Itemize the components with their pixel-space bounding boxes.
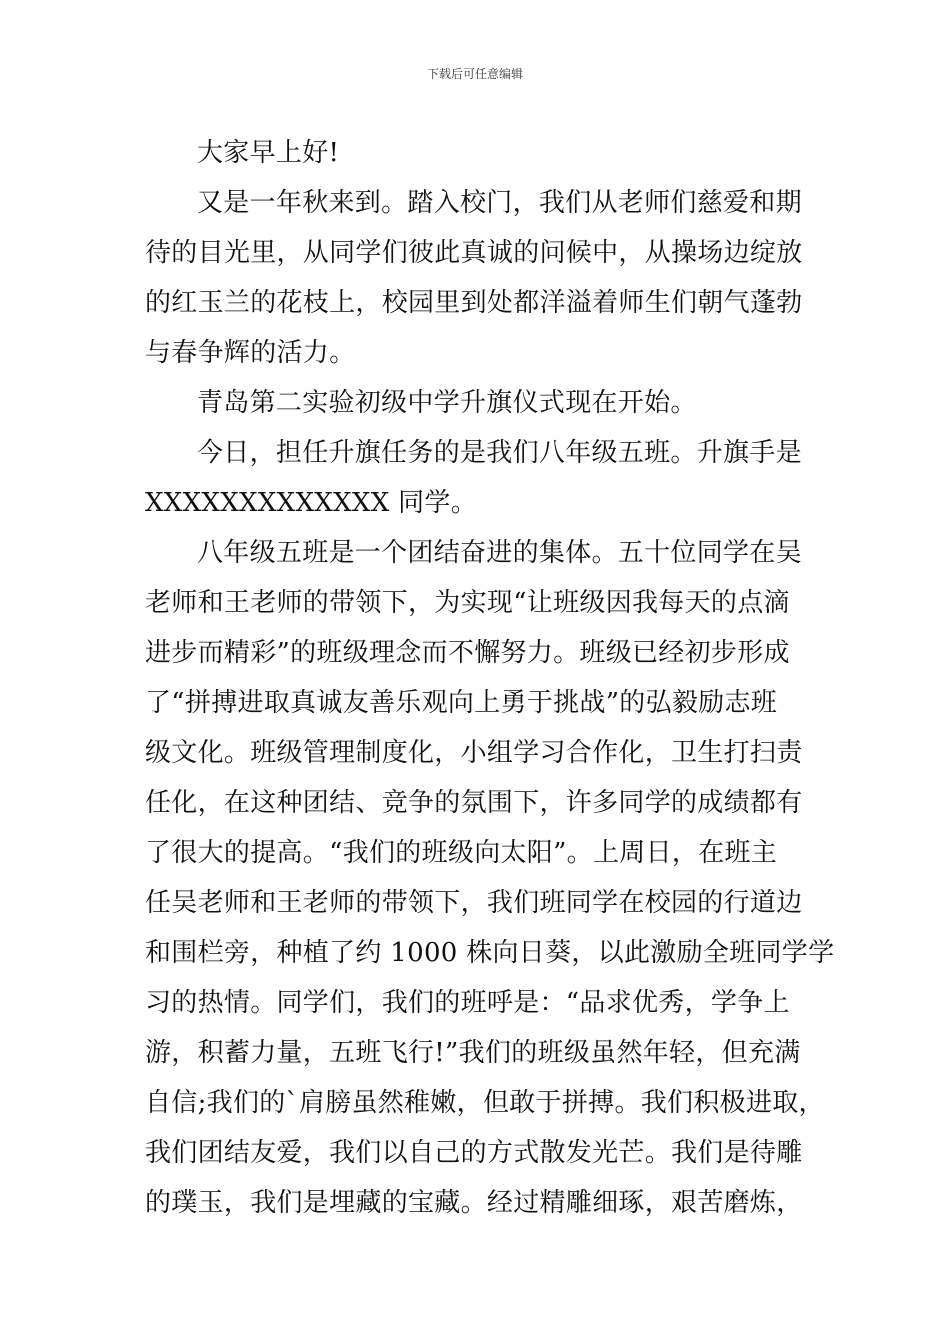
- text-line: 我们团结友爱，我们以自己的方式散发光芒。我们是待雕: [145, 1138, 803, 1168]
- text-line: 青岛第二实验初级中学升旗仪式现在开始。: [197, 388, 697, 418]
- paragraph-greeting: [145, 128, 810, 178]
- text-line: 了很大的提高。“我们的班级向太阳”。上周日，在班主: [145, 838, 778, 868]
- page-header-note: 下载后可任意编辑: [426, 67, 523, 81]
- text-line: 任吴老师和王老师的带领下，我们班同学在校园的行道边: [145, 888, 803, 918]
- text-line: 自信;我们的`肩膀虽然稚嫩，但敢于拼搏。我们积极进取，: [145, 1088, 825, 1118]
- text-line: 任化，在这种团结、竞争的氛围下，许多同学的成绩都有: [145, 788, 803, 818]
- paragraph-class-intro: [145, 528, 835, 1228]
- text-line: 老师和王老师的带领下，为实现“让班级因我每天的点滴: [145, 588, 790, 618]
- text-line: 八年级五班是一个团结奋进的集体。五十位同学在吴: [197, 538, 802, 568]
- text-line: XXXXXXXXXXXXX 同学。: [145, 488, 477, 518]
- text-line: 大家早上好!: [197, 138, 340, 168]
- text-line: 的璞玉，我们是埋藏的宝藏。经过精雕细琢，艰苦磨炼，: [145, 1188, 803, 1218]
- text-line: 和围栏旁，种植了约 1000 株向日葵，以此激励全班同学学: [145, 938, 835, 968]
- text-line: 级文化。班级管理制度化，小组学习合作化，卫生打扫责: [145, 738, 803, 768]
- text-line: 了“拼搏进取真诚友善乐观向上勇于挑战”的弘毅励志班: [145, 688, 778, 718]
- text-line: 又是一年秋来到。踏入校门，我们从老师们慈爱和期: [197, 188, 802, 218]
- text-line: 待的目光里，从同学们彼此真诚的问候中，从操场边绽放: [145, 238, 803, 268]
- text-line: 今日，担任升旗任务的是我们八年级五班。升旗手是: [197, 438, 802, 468]
- paragraph-flag-duty: [145, 428, 810, 528]
- paragraph-ceremony-start: [145, 378, 810, 428]
- document-body: [145, 128, 835, 1228]
- paragraph-autumn: [145, 178, 810, 378]
- text-line: 游，积蓄力量，五班飞行!”我们的班级虽然年轻，但充满: [145, 1038, 801, 1068]
- text-line: 进步而精彩”的班级理念而不懈努力。班级已经初步形成: [145, 638, 790, 668]
- text-line: 的红玉兰的花枝上，校园里到处都洋溢着师生们朝气蓬勃: [145, 288, 803, 318]
- text-line: 习的热情。同学们，我们的班呼是：“品求优秀，学争上: [145, 988, 790, 1018]
- text-line: 与春争辉的活力。: [145, 338, 356, 368]
